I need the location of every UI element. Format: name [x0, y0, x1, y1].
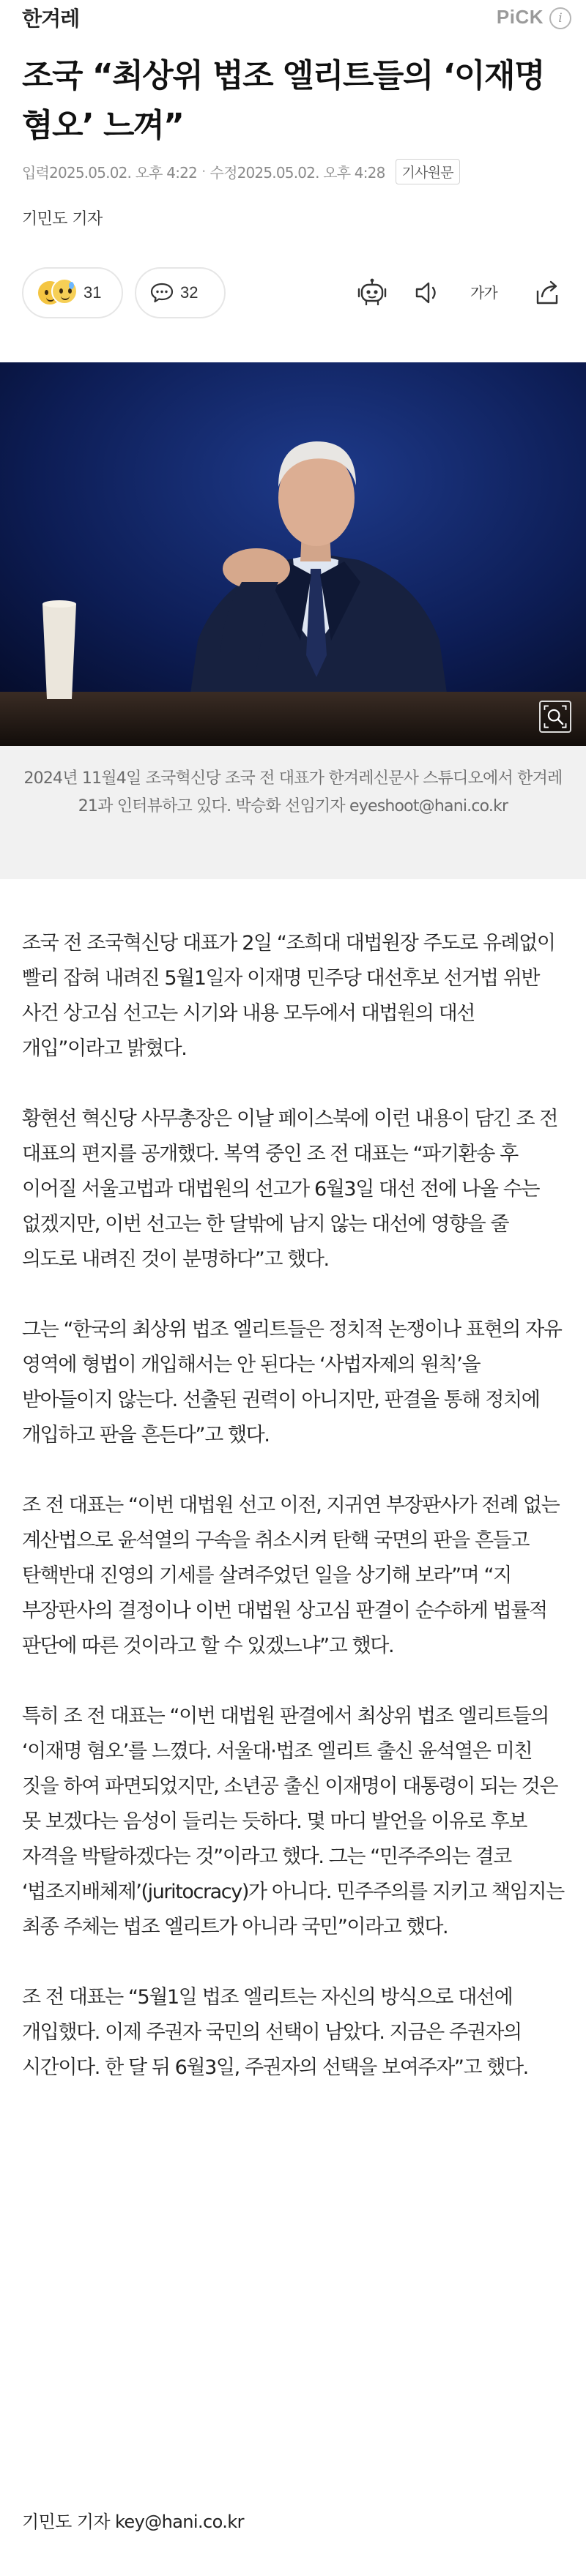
font-size-button[interactable]: 가가	[470, 284, 497, 302]
input-time: 입력2025.05.02. 오후 4:22	[22, 163, 197, 182]
speaker-icon[interactable]	[413, 277, 442, 308]
reaction-button[interactable]	[22, 267, 123, 318]
article-paragraph: 조 전 대표는 “5월1일 법조 엘리트는 자신의 방식으로 대선에 개입했다. 이제 주권자 국민의 선택이 남았다. 지금은 주권자의 시간이다. 한 달 뒤 6월3일, 주권자의 선택을 보여주자”고 했다.	[22, 1986, 528, 2079]
article-body	[22, 926, 565, 2121]
article-meta	[22, 157, 460, 186]
reporter-byline: 기민도 기자 key@hani.co.kr	[22, 2512, 244, 2532]
share-icon[interactable]	[532, 277, 563, 308]
article-paragraph: 조국 전 조국혁신당 대표가 2일 “조희대 대법원장 주도로 유례없이 빨리 잡혀 내려진 5월1일자 이재명 민주당 대선후보 선거법 위반 사건 상고심 선고는 시기와 내용 모두에서 대법원의 대선 개입”이라고 밝혔다.	[22, 932, 555, 1060]
reaction-toolbar	[22, 267, 564, 318]
pick-label[interactable]: PiCK	[496, 6, 544, 28]
photo-illustration	[0, 362, 586, 746]
comment-bubble-icon	[149, 282, 174, 304]
emoji-reaction-icon	[37, 278, 78, 307]
top-bar	[0, 0, 586, 40]
article-paragraph: 조 전 대표는 “이번 대법원 선고 이전, 지귀연 부장판사가 전례 없는 계산법으로 윤석열의 구속을 취소시켜 탄핵 국면의 판을 흔들고 탄핵반대 진영의 기세를 살려주었던 일을 상기해 보라”며 “지 부장판사의 결정이나 이번 대법원 상고심 판결이 순수하게 법률적 판단에 따른 것이라고 할 수 있겠느냐”고 했다.	[22, 1494, 560, 1657]
article-paragraph: 황현선 혁신당 사무총장은 이날 페이스북에 이런 내용이 담긴 조 전 대표의 편지를 공개했다. 복역 중인 조 전 대표는 “파기환송 후 이어질 서울고법과 대법원의 선고가 6월3일 대선 전에 나올 수는 없겠지만, 이번 선고는 한 달밖에 남지 않는 대선에 영향을 줄 의도로 내려진 것이 분명하다”고 했다.	[22, 1108, 558, 1271]
article-paragraph: 특히 조 전 대표는 “이번 대법원 판결에서 최상위 법조 엘리트들의 ‘이재명 혐오’를 느꼈다. 서울대·법조 엘리트 출신 윤석열은 미친 짓을 하여 파면되었지만, 소년공 출신 이재명이 대통령이 되는 것은 못 보겠다는 음성이 들리는 듯하다. 몇 마디 발언을 이유로 후보 자격을 박탈하겠다는 것”이라고 했다. 그는 “민주주의는 결코 ‘법조지배체제’(juritocracy)가 아니다. 민주주의를 지키고 책임지는 최종 주체는 법조 엘리트가 아니라 국민”이라고 했다.	[22, 1705, 564, 1938]
comment-button[interactable]	[135, 267, 226, 318]
hankyoreh-logo[interactable]: 한겨레	[22, 7, 80, 31]
photo-caption: 2024년 11월4일 조국혁신당 조국 전 대표가 한겨레신문사 스튜디오에서 한겨레21과 인터뷰하고 있다. 박승화 선임기자 eyeshoot@hani.co.kr	[0, 746, 586, 879]
article-paragraph: 그는 “한국의 최상위 법조 엘리트들은 정치적 논쟁이나 표현의 자유 영역에 형법이 개입해서는 안 된다는 ‘사법자제의 원칙’을 받아들이지 않는다. 선출된 권력이 아니지만, 판결을 통해 정치에 개입하고 판을 흔든다”고 했다.	[22, 1318, 562, 1446]
info-icon[interactable]: i	[549, 7, 571, 29]
comment-count: 32	[180, 283, 199, 302]
original-article-button[interactable]: 기사원문	[396, 159, 460, 184]
ai-summary-robot-icon[interactable]	[356, 277, 388, 308]
reporter-name[interactable]: 기민도 기자	[22, 210, 103, 228]
reaction-count: 31	[84, 283, 102, 302]
meta-separator: ·	[201, 163, 206, 180]
article-photo[interactable]	[0, 362, 586, 746]
zoom-image-icon[interactable]	[539, 701, 571, 733]
article-title: 조국 “최상위 법조 엘리트들의 ‘이재명 혐오’ 느껴”	[22, 57, 544, 144]
modified-time: 수정2025.05.02. 오후 4:28	[209, 163, 385, 182]
